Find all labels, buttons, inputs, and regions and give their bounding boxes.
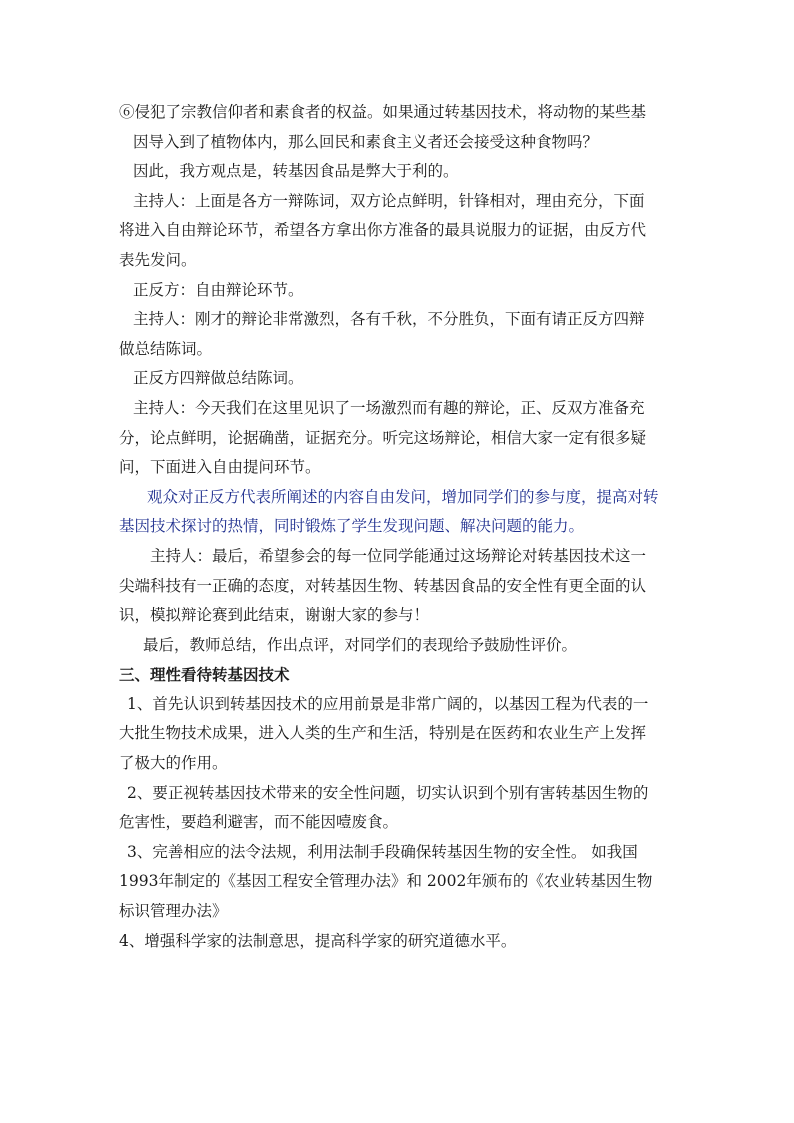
text-line: 因此，我方观点是，转基因食品是弊大于利的。: [133, 162, 459, 181]
text-line: 观众对正反方代表所阐述的内容自由发问，增加同学们的参与度，提高对转: [147, 487, 659, 506]
text-line: 大批生物技术成果，进入人类的生产和生活，特别是在医药和农业生产上发挥: [119, 724, 647, 743]
text-line: 3、完善相应的法令法规，利用法制手段确保转基因生物的安全性。 如我国: [127, 842, 638, 861]
text-line: ⑥侵犯了宗教信仰者和素食者的权益。如果通过转基因技术，将动物的某些基: [119, 103, 647, 121]
text-line: 主持人：最后，希望参会的每一位同学能通过这场辩论对转基因技术这一: [150, 546, 647, 565]
text-line: 2、要正视转基因技术带来的安全性问题，切实认识到个别有害转基因生物的: [127, 783, 649, 802]
text-line: 将进入自由辩论环节，希望各方拿出你方准备的最具说服力的证据，由反方代: [119, 221, 647, 240]
text-line: 1、首先认识到转基因技术的应用前景是非常广阔的，以基因工程为代表的一: [127, 694, 649, 713]
text-line: 因导入到了植物体内，那么回民和素食主义者还会接受这种食物吗？: [133, 132, 599, 151]
text-line: 做总结陈词。: [119, 339, 213, 358]
text-line: 问，下面进入自由提问环节。: [119, 458, 321, 477]
text-line: 正反方四辩做总结陈词。: [133, 369, 304, 388]
text-line: 危害性，要趋利避害，而不能因噎废食。: [119, 813, 399, 832]
text-line: 主持人：上面是各方一辩陈词，双方论点鲜明，针锋相对，理由充分，下面: [133, 191, 645, 210]
text-line: 尖端科技有一正确的态度，对转基因生物、转基因食品的安全性有更全面的认: [119, 576, 647, 595]
text-line: 识，模拟辩论赛到此结束，谢谢大家的参与！: [119, 606, 430, 625]
document-body: [119, 98, 679, 956]
text-line: 1993年制定的《基因工程安全管理办法》和 2002年颁布的《农业转基因生物: [119, 872, 653, 891]
section-heading: 三、理性看待转基因技术: [119, 665, 290, 685]
text-line: 表先发问。: [119, 250, 197, 269]
text-line: 正反方：自由辩论环节。: [133, 280, 304, 299]
text-line: 分，论点鲜明，论据确凿，证据充分。听完这场辩论，相信大家一定有很多疑: [119, 428, 647, 447]
text-line: 标识管理办法》: [119, 902, 228, 921]
text-line: 主持人：刚才的辩论非常激烈，各有千秋，不分胜负，下面有请正反方四辩: [133, 310, 645, 329]
text-line: 4、增强科学家的法制意思，提高科学家的研究道德水平。: [119, 931, 517, 950]
text-line: 基因技术探讨的热情，同时锻炼了学生发现问题、解决问题的能力。: [119, 517, 585, 536]
text-line: 了极大的作用。: [119, 754, 228, 773]
text-line: 最后，教师总结，作出点评，对同学们的表现给予鼓励性评价。: [143, 635, 578, 654]
text-line: 主持人：今天我们在这里见识了一场激烈而有趣的辩论，正、反双方准备充: [133, 398, 645, 417]
